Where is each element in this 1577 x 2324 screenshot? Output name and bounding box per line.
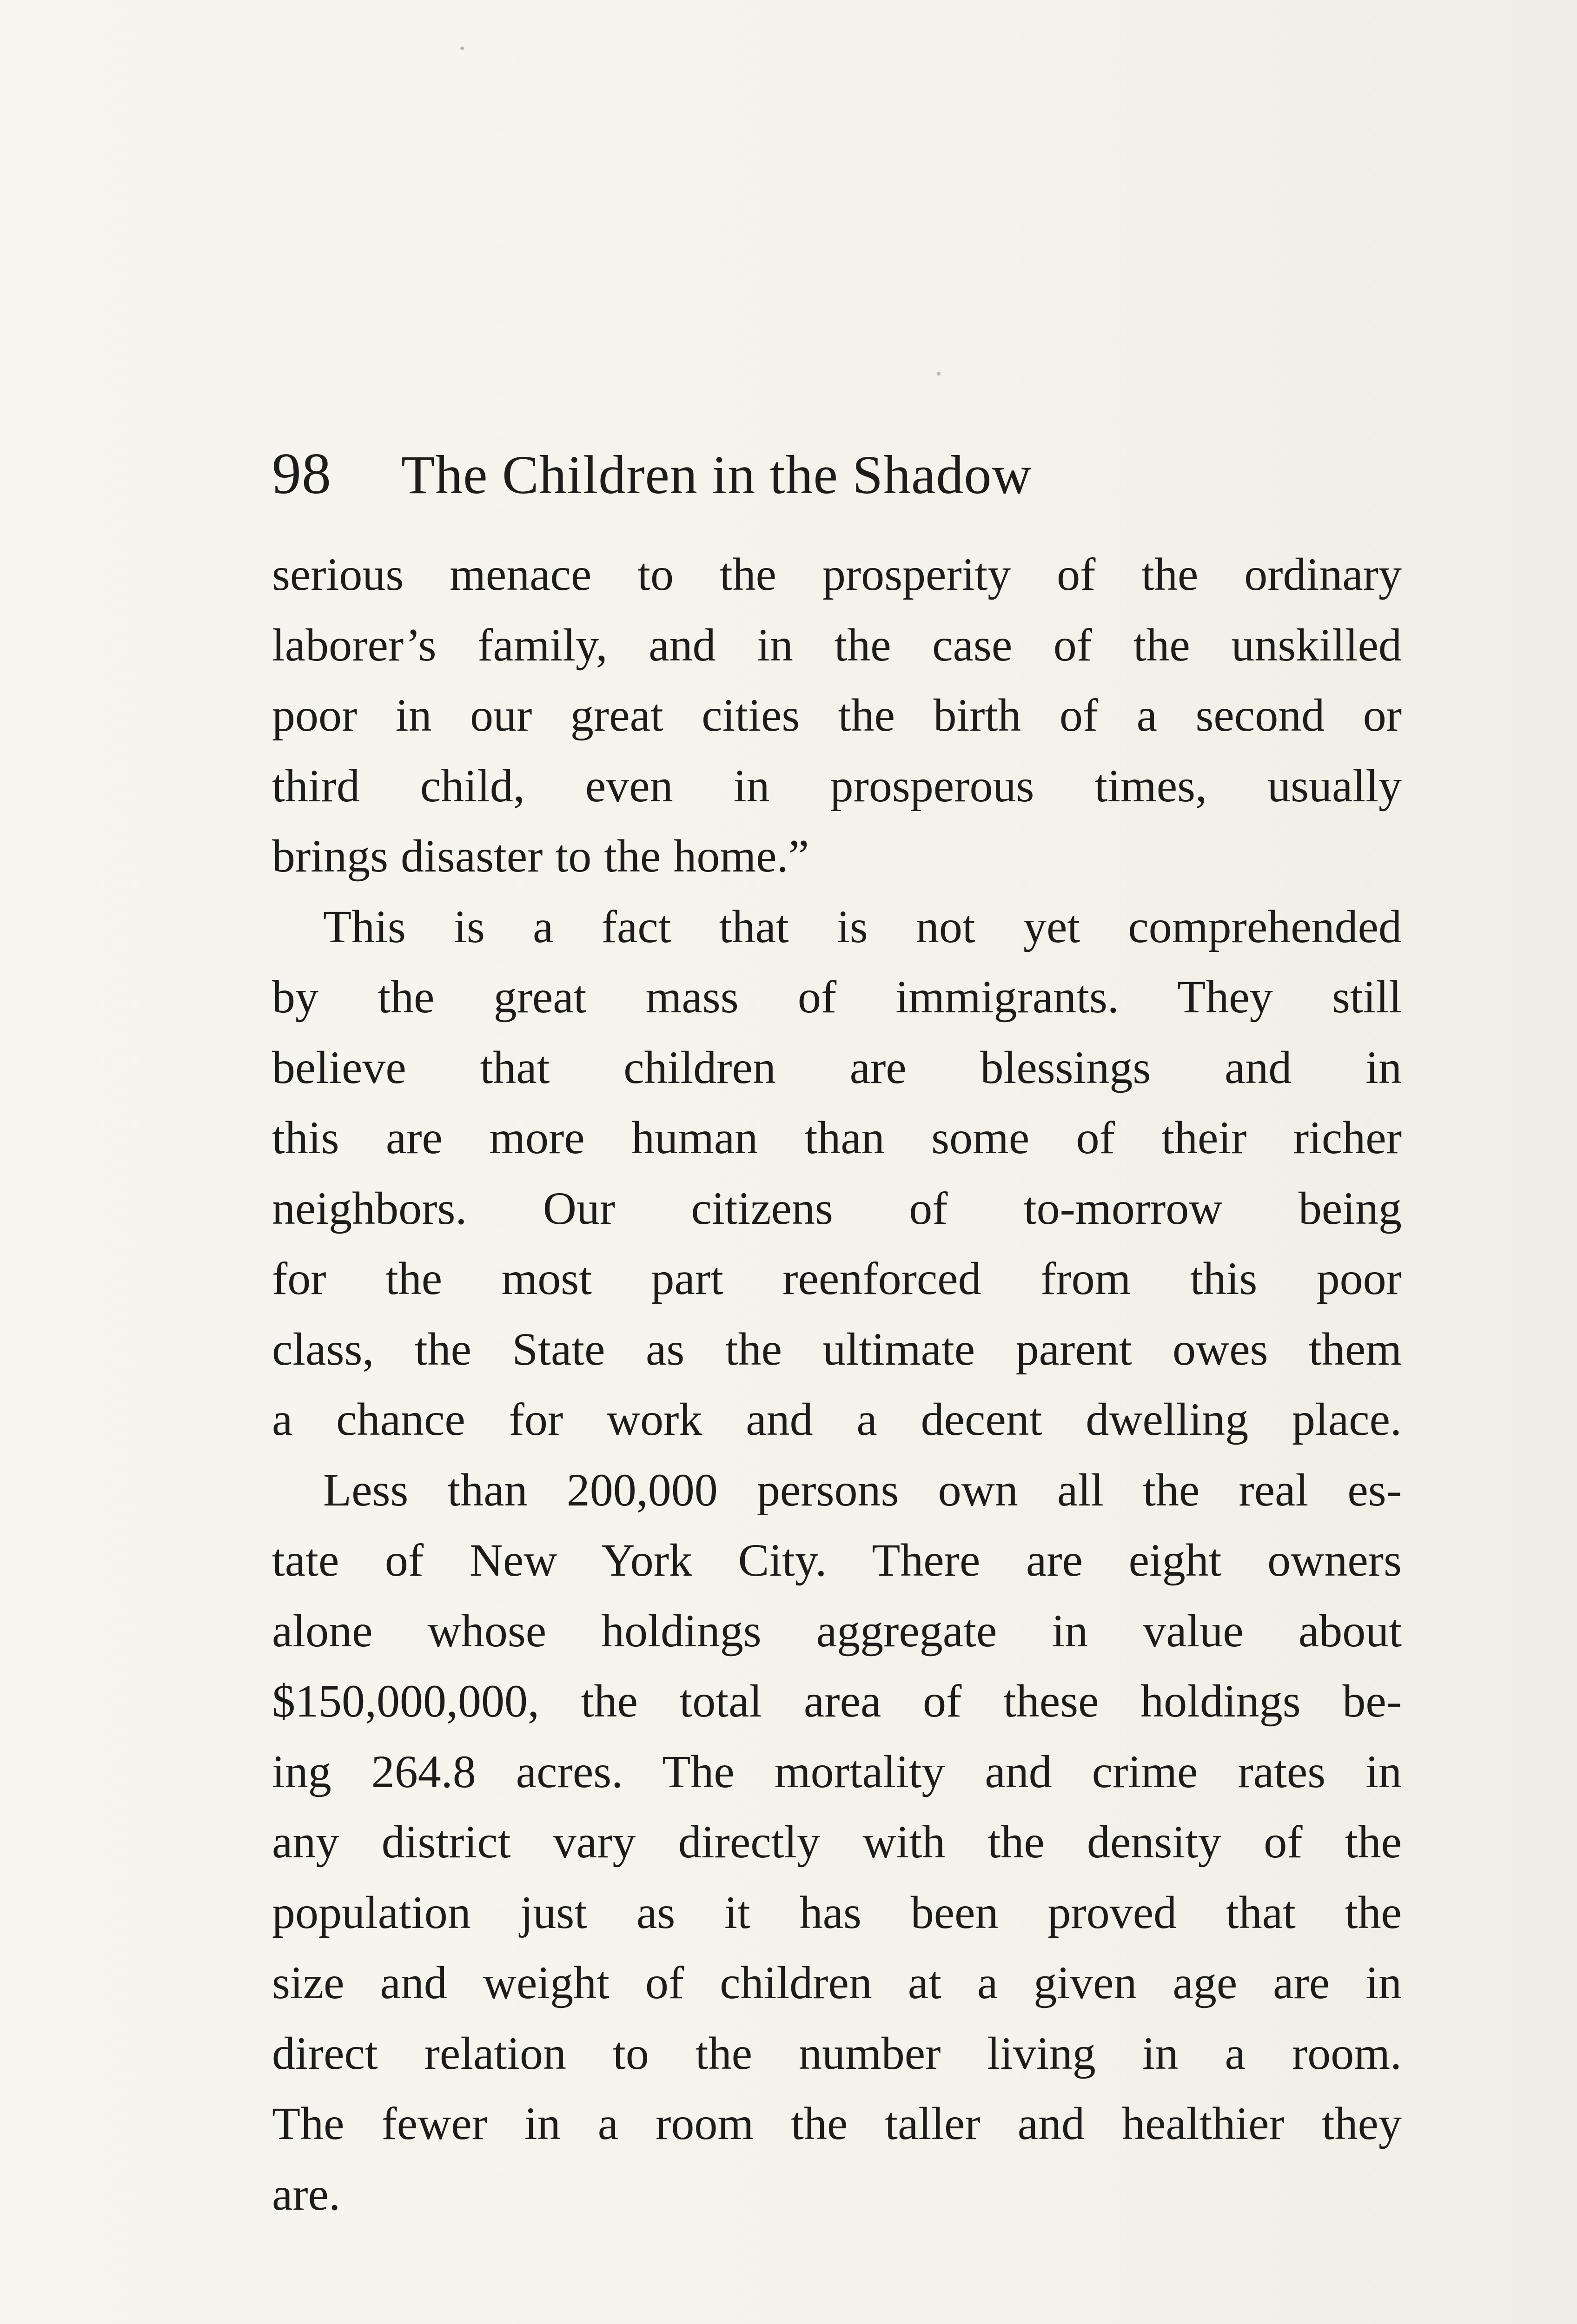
text-line: third child, even in prosperous times, usually: [272, 759, 1402, 812]
text-line: believe that children are blessings and in: [272, 1041, 1402, 1093]
text-line: population just as it has been proved that the: [272, 1886, 1402, 1938]
text-line: are.: [272, 2168, 341, 2220]
running-head: [272, 432, 1406, 516]
text-line: for the most part reenforced from this poor: [272, 1253, 1402, 1304]
paper-speck: [937, 372, 941, 376]
text-line: The fewer in a room the taller and healthier they: [272, 2098, 1402, 2149]
text-line: This is a fact that is not yet comprehended: [323, 900, 1402, 952]
paper-speck: [460, 46, 464, 50]
text-line: neighbors. Our citizens of to-morrow being: [272, 1182, 1402, 1234]
text-line: brings disaster to the home.”: [272, 830, 809, 882]
body-text: [272, 539, 1402, 2229]
text-line: alone whose holdings aggregate in value about: [272, 1604, 1402, 1657]
text-line: class, the State as the ultimate parent owes them: [272, 1323, 1402, 1375]
text-line: direct relation to the number living in a room.: [272, 2027, 1402, 2079]
text-line: serious menace to the prosperity of the ordinary: [272, 548, 1402, 600]
text-line: Less than 200,000 persons own all the real es-: [323, 1464, 1402, 1516]
text-line: poor in our great cities the birth of a second or: [272, 689, 1402, 741]
running-title: The Children in the Shadow: [401, 444, 1032, 505]
text-line: ing 264.8 acres. The mortality and crime rates in: [272, 1745, 1402, 1797]
text-line: laborer’s family, and in the case of the unskilled: [272, 619, 1402, 671]
text-line: tate of New York City. There are eight owners: [272, 1534, 1402, 1586]
text-line: any district vary directly with the density of the: [272, 1816, 1402, 1868]
text-line: $150,000,000, the total area of these holdings be-: [272, 1675, 1402, 1727]
text-line: this are more human than some of their richer: [272, 1112, 1402, 1163]
page-number: 98: [272, 442, 331, 506]
text-line: by the great mass of immigrants. They still: [272, 971, 1402, 1023]
text-line: size and weight of children at a given age are in: [272, 1957, 1402, 2008]
text-line: a chance for work and a decent dwelling place.: [272, 1393, 1402, 1445]
